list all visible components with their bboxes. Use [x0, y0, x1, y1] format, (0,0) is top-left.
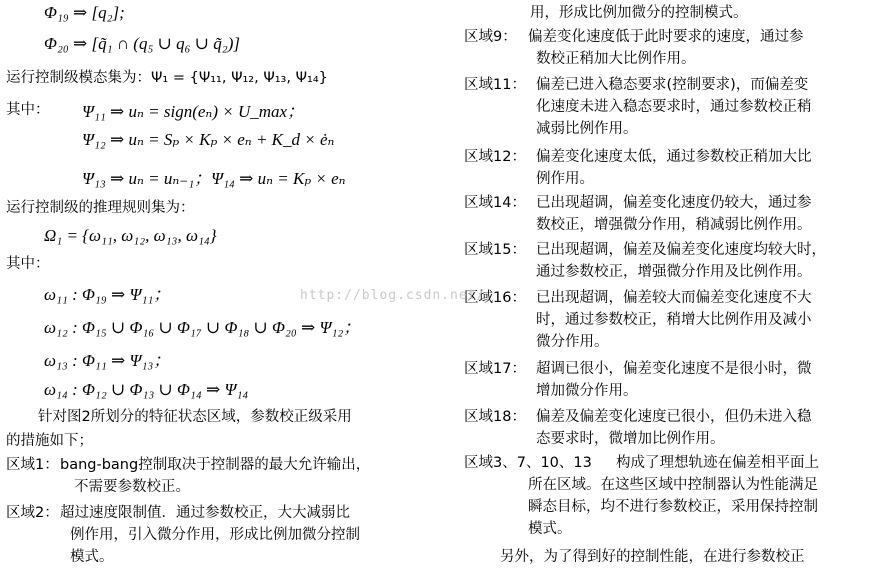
continued-line: 用，形成比例加微分的控制模式。: [530, 5, 748, 21]
region-3-line-1: 构成了理想轨迹在偏差相平面上: [616, 455, 819, 471]
region-15-line-2: 通过参数校正，增强微分作用及比例作用。: [536, 264, 812, 280]
region-17-item: [464, 358, 890, 404]
region-2-line-1: 超过速度限制值．通过参数校正，大大减弱比: [60, 505, 350, 521]
region-11-line-2: 化速度未进入稳态要求时，通过参数校正稍: [536, 99, 812, 115]
intro-line-2: 的措施如下；: [6, 433, 93, 449]
intro-line-1: 针对图2所划分的特征状态区域，参数校正级采用: [38, 409, 352, 425]
region-3-line-2: 所在区域。在这些区域中控制器认为性能满足: [528, 477, 818, 493]
region-3-line-3: 瞬态目标，均不进行参数校正，采用保持控制: [528, 499, 818, 515]
equation-psi12: Ψ₁₂ ⇒ uₙ = Sₚ × Kₚ × eₙ + K_d × ėₙ: [82, 130, 335, 149]
equation-omega-set: Ω₁ = {ω₁₁, ω₁₂, ω₁₃, ω₁₄}: [44, 226, 217, 245]
equation-phi20: Φ₂₀ ⇒ [q̃₁ ∩ (q₅ ∪ q₆ ∪ q̃₂)]: [44, 34, 240, 53]
region-12-line-2: 例作用。: [536, 171, 594, 187]
region-18-label: 区域18：: [464, 409, 526, 425]
region-16-line-3: 微分作用。: [536, 334, 609, 350]
equation-phi19: Φ₁₉ ⇒ [q₂];: [44, 3, 125, 22]
region-15-label: 区域15：: [464, 242, 526, 258]
region-1-line-1: bang-bang控制取决于控制器的最大允许输出，: [60, 457, 371, 473]
region-16-item: [464, 287, 890, 357]
region-1-label: 区域1：: [6, 457, 59, 473]
region-18-item: [464, 406, 890, 452]
where-label-1: 其中：: [6, 102, 50, 118]
region-16-line-1: 已出现超调，偏差较大而偏差变化速度不大: [536, 290, 812, 306]
tail-line: 另外，为了得到好的控制性能，在进行参数校正: [500, 549, 805, 565]
region-16-line-2: 时，通过参数校正，稍增大比例作用及减小: [536, 312, 812, 328]
mode-set-line: 运行控制级模态集为：Ψ₁ = {Ψ₁₁, Ψ₁₂, Ψ₁₃, Ψ₁₄}: [6, 70, 328, 86]
region-2-item: [6, 502, 446, 572]
region-18-line-1: 偏差及偏差变化速度已很小，但仍未进入稳: [536, 409, 812, 425]
region-12-line-1: 偏差变化速度太低，通过参数校正稍加大比: [536, 149, 812, 165]
region-17-line-1: 超调已很小，偏差变化速度不是很小时，微: [536, 361, 812, 377]
region-9-item: [464, 26, 890, 72]
region-12-label: 区域12：: [464, 149, 526, 165]
region-2-label: 区域2：: [6, 505, 59, 521]
region-12-item: [464, 146, 890, 192]
region-14-label: 区域14：: [464, 195, 526, 211]
region-14-item: [464, 192, 890, 238]
region-3-label: 区域3、7、10、13: [464, 455, 592, 471]
region-11-label: 区域11：: [464, 77, 526, 93]
region-2-line-3: 模式。: [70, 549, 114, 565]
region-1-line-2: 不需要参数校正。: [74, 479, 190, 495]
region-17-label: 区域17：: [464, 361, 526, 377]
region-3-item: [464, 452, 890, 546]
region-9-label: 区域9：: [464, 29, 517, 45]
region-11-line-1: 偏差已进入稳态要求(控制要求)，而偏差变: [536, 77, 809, 93]
right-column: [460, 0, 894, 574]
where-label-2: 其中：: [6, 256, 50, 272]
equation-psi13-psi14: Ψ₁₃ ⇒ uₙ = uₙ₋₁；Ψ₁₄ ⇒ uₙ = Kₚ × eₙ: [82, 169, 346, 188]
region-11-item: [464, 74, 890, 144]
region-14-line-2: 数校正，增强微分作用，稍减弱比例作用。: [536, 217, 812, 233]
region-11-line-3: 减弱比例作用。: [536, 121, 638, 137]
region-15-item: [464, 239, 890, 285]
watermark-text: http://blog.csdn.net/: [300, 288, 486, 303]
region-18-line-2: 态要求时，微增加比例作用。: [536, 431, 725, 447]
rule-w14: ω₁₄ : Φ₁₂ ∪ Φ₁₃ ∪ Φ₁₄ ⇒ Ψ₁₄: [44, 380, 249, 399]
region-15-line-1: 已出现超调，偏差及偏差变化速度均较大时，: [536, 242, 826, 258]
region-3-line-4: 模式。: [528, 521, 572, 537]
region-14-line-1: 已出现超调，偏差变化速度仍较大，通过参: [536, 195, 812, 211]
rule-w12: ω₁₂ : Φ₁₅ ∪ Φ₁₆ ∪ Φ₁₇ ∪ Φ₁₈ ∪ Φ₂₀ ⇒ Ψ₁₂；: [44, 318, 361, 337]
rule-set-line: 运行控制级的推理规则集为：: [6, 200, 195, 216]
region-17-line-2: 增加微分作用。: [536, 383, 638, 399]
region-2-line-2: 例作用，引入微分作用，形成比例加微分控制: [70, 527, 360, 543]
rule-w13: ω₁₃ : Φ₁₁ ⇒ Ψ₁₃；: [44, 351, 171, 370]
region-9-line-1: 偏差变化速度低于此时要求的速度，通过参: [528, 29, 804, 45]
region-9-line-2: 数校正稍加大比例作用。: [536, 51, 696, 67]
rule-w11: ω₁₁ : Φ₁₉ ⇒ Ψ₁₁；: [44, 285, 171, 304]
region-16-label: 区域16：: [464, 290, 526, 306]
equation-psi11: Ψ₁₁ ⇒ uₙ = sign(eₙ) × U_max；: [82, 102, 305, 121]
region-1-item: [6, 454, 446, 500]
